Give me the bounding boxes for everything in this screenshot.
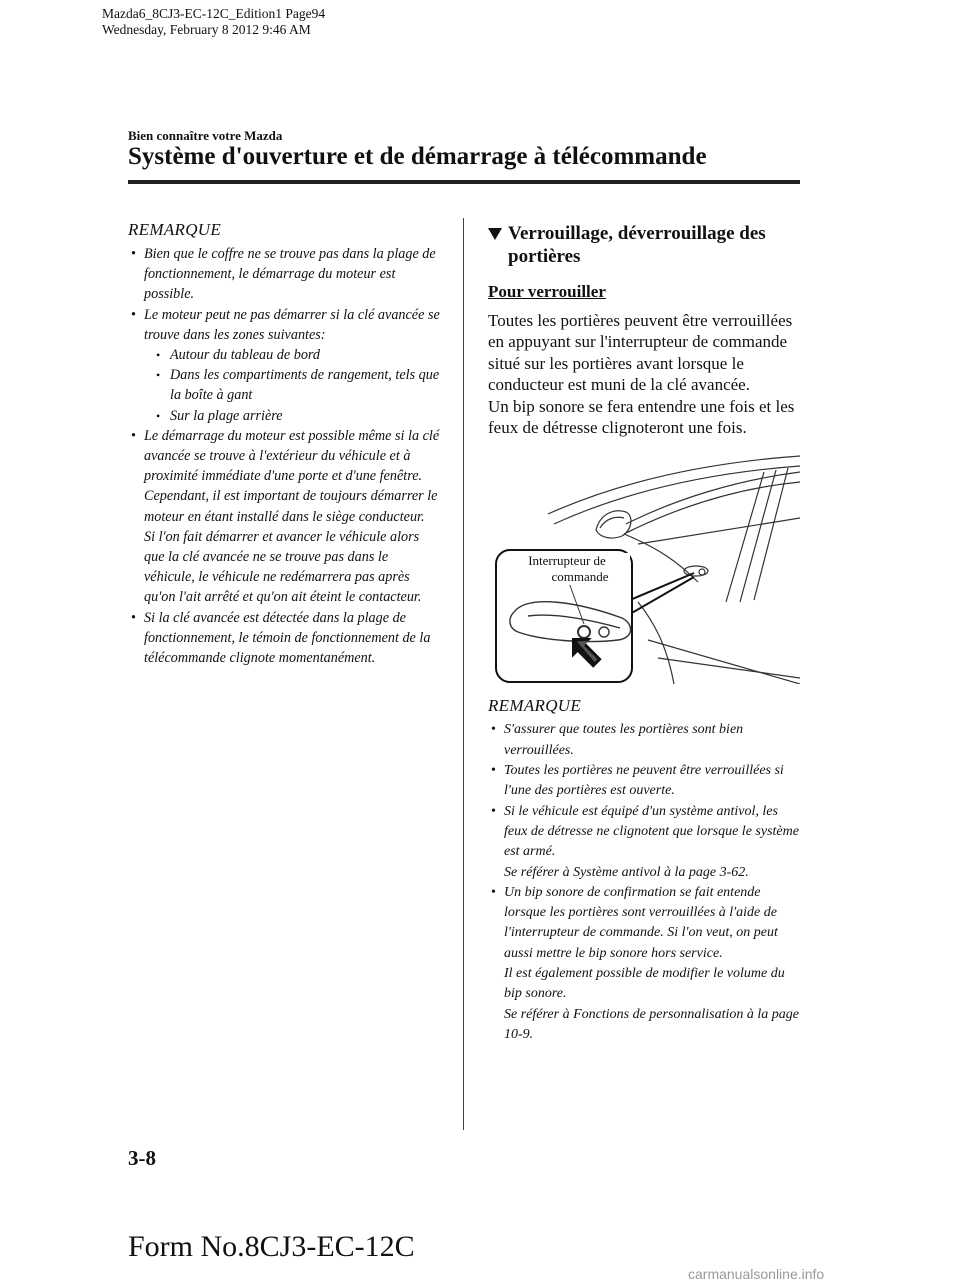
sub-list bbox=[144, 345, 440, 426]
callout-label-line: Interrupteur de bbox=[528, 553, 606, 569]
section-title: Bien connaître votre Mazda bbox=[128, 128, 283, 143]
callout-label bbox=[504, 553, 630, 585]
subsection-heading bbox=[488, 222, 800, 268]
sub-heading: Pour verrouiller bbox=[488, 282, 606, 301]
sub-item: • Sur la plage arrière bbox=[144, 406, 440, 426]
note-item bbox=[128, 426, 440, 608]
note-list bbox=[488, 720, 800, 1045]
right-column bbox=[488, 222, 800, 1045]
watermark: carmanualsonline.info bbox=[688, 1266, 825, 1282]
note-item bbox=[488, 883, 800, 1045]
triangle-marker-icon bbox=[488, 228, 502, 240]
note-item-text: • Le démarrage du moteur est possible même si la clé avancée se trouve à l'extérieur du véhicule et à proximité immédiate d'une porte et d'une fenêtre. Cependant, il est important de toujours démarrer le moteur en étant installé dans le siège conducteur. bbox=[144, 427, 440, 525]
note-item-text: • Un bip sonore de confirmation se fait entende lorsque les portières sont verrouillées à l'aide de l'interrupteur de commande. Si l'on veut, on peut aussi mettre le bip sonore hors service. bbox=[504, 884, 778, 961]
note-list bbox=[128, 244, 440, 668]
note-item-text: • Si le véhicule est équipé d'un système antivol, les feux de détresse ne clignotent que lorsque le système est armé. bbox=[504, 803, 799, 860]
sub-item: • Autour du tableau de bord bbox=[144, 345, 440, 365]
page-number: 3-8 bbox=[128, 1146, 156, 1170]
sub-item: • Dans les compartiments de rangement, tels que la boîte à gant bbox=[144, 365, 440, 405]
form-number: Form No.8CJ3-EC-12C bbox=[128, 1230, 415, 1263]
note-item: • Si la clé avancée est détectée dans la plage de fonctionnement, le témoin de fonctionnement de la télécommande clignote momentanément. bbox=[128, 608, 440, 669]
callout-label-line: commande bbox=[551, 569, 609, 585]
body-paragraph: Un bip sonore se fera entendre une fois et les feux de détresse clignoteront une fois. bbox=[488, 396, 795, 438]
subsection-heading-text: Verrouillage, déverrouillage des portières bbox=[508, 223, 766, 267]
note-item-text: Le moteur peut ne pas démarrer si la clé avancée se trouve dans les zones suivantes: bbox=[144, 306, 440, 343]
left-column bbox=[128, 220, 440, 668]
note-item-text: Se référer à Fonctions de personnalisation à la page 10-9. bbox=[504, 1006, 799, 1042]
note-title: REMARQUE bbox=[128, 220, 222, 239]
note-item-text: Se référer à Système antivol à la page 3-62. bbox=[504, 864, 749, 880]
note-item bbox=[488, 802, 800, 883]
meta-line-file: Mazda6_8CJ3-EC-12C_Edition1 Page94 bbox=[102, 6, 326, 21]
note-item: • Toutes les portières ne peuvent être verrouillées si l'une des portières est ouverte. bbox=[488, 761, 800, 802]
note-item: • S'assurer que toutes les portières sont bien verrouillées. bbox=[488, 720, 800, 761]
note-item: • Bien que le coffre ne se trouve pas dans la plage de fonctionnement, le démarrage du moteur est possible. bbox=[128, 244, 440, 305]
title-rule bbox=[128, 180, 800, 184]
note-title: REMARQUE bbox=[488, 696, 582, 716]
body-paragraph: Toutes les portières peuvent être verrouillées en appuyant sur l'interrupteur de commande situé sur les portières avant lorsque le conducteur est muni de la clé avancée. bbox=[488, 311, 793, 395]
page-title: Système d'ouverture et de démarrage à télécommande bbox=[128, 143, 707, 170]
print-metadata bbox=[102, 6, 325, 38]
meta-line-date: Wednesday, February 8 2012 9:46 AM bbox=[102, 22, 311, 37]
note-item bbox=[128, 305, 440, 426]
door-switch-illustration bbox=[488, 452, 800, 684]
note-item-text: Si l'on fait démarrer et avancer le véhicule alors que la clé avancée ne se trouve pas dans le véhicule, le véhicule ne redémarrera pas après qu'on l'ait arrêté et qu'on ait éteint le contacteur. bbox=[144, 528, 422, 606]
right-note-block bbox=[488, 696, 800, 1045]
note-item-text: Il est également possible de modifier le volume du bip sonore. bbox=[504, 966, 785, 1002]
column-divider bbox=[463, 218, 464, 1130]
